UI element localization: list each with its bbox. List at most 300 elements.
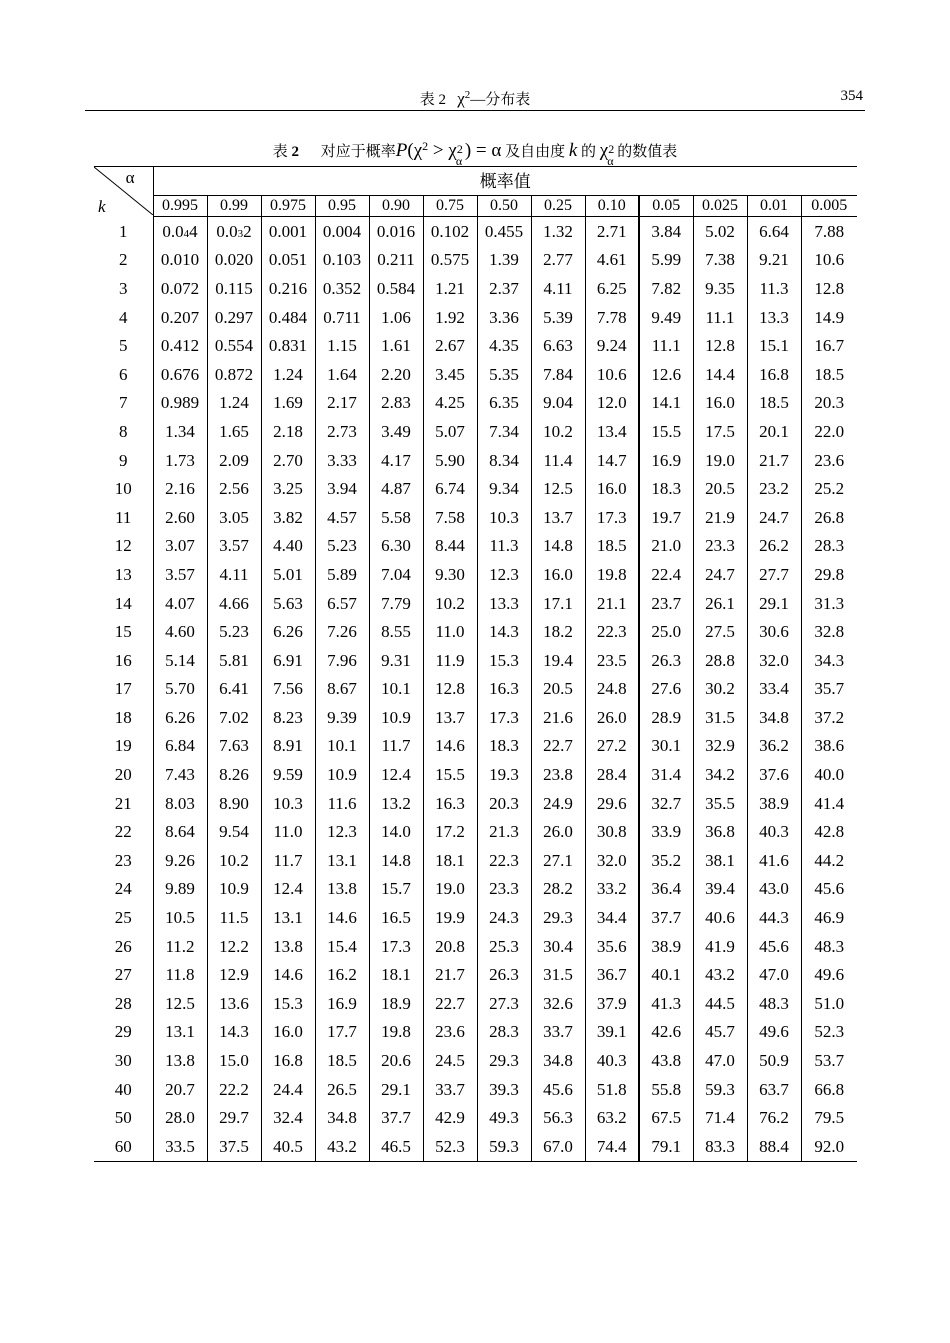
table-cell: 46.9 bbox=[801, 903, 857, 932]
table-cell: 1.24 bbox=[207, 389, 261, 418]
table-cell: 2.18 bbox=[261, 417, 315, 446]
table-cell: 10.1 bbox=[369, 675, 423, 704]
table-cell: 49.3 bbox=[477, 1103, 531, 1132]
table-cell: 37.2 bbox=[801, 703, 857, 732]
table-cell: 43.2 bbox=[315, 1132, 369, 1161]
table-cell: 7.56 bbox=[261, 675, 315, 704]
table-cell: 51.0 bbox=[801, 989, 857, 1018]
table-cell: 0.044 bbox=[153, 217, 207, 246]
table-cell: 10.1 bbox=[315, 732, 369, 761]
table-cell: 25.0 bbox=[639, 617, 693, 646]
table-row bbox=[94, 760, 857, 789]
table-cell: 0.989 bbox=[153, 389, 207, 418]
table-cell: 15.7 bbox=[369, 875, 423, 904]
table-cell: 33.2 bbox=[585, 875, 639, 904]
table-cell: 13.1 bbox=[261, 903, 315, 932]
table-cell: 24.7 bbox=[747, 503, 801, 532]
table-cell: 2.20 bbox=[369, 360, 423, 389]
degrees-of-freedom: 26 bbox=[114, 936, 132, 956]
table-cell: 4.11 bbox=[207, 560, 261, 589]
table-cell: 12.0 bbox=[585, 389, 639, 418]
table-cell: 10.2 bbox=[531, 417, 585, 446]
table-cell: 22.4 bbox=[639, 560, 693, 589]
table-cell: 13.7 bbox=[423, 703, 477, 732]
table-cell: 10.9 bbox=[315, 760, 369, 789]
table-cell: 15.3 bbox=[261, 989, 315, 1018]
degrees-of-freedom: 40 bbox=[114, 1079, 132, 1099]
table-cell: 32.4 bbox=[261, 1103, 315, 1132]
table-cell: 40.5 bbox=[261, 1132, 315, 1161]
corner-k: k bbox=[98, 196, 106, 216]
table-cell: 26.3 bbox=[477, 960, 531, 989]
header-title-suffix: —分布表 bbox=[470, 92, 531, 108]
table-cell: 13.1 bbox=[153, 1018, 207, 1047]
degrees-of-freedom: 28 bbox=[114, 993, 132, 1013]
table-cell: 0.872 bbox=[207, 360, 261, 389]
table-cell: 21.6 bbox=[531, 703, 585, 732]
table-cell: 9.26 bbox=[153, 846, 207, 875]
alpha-header-row bbox=[94, 196, 857, 217]
table-cell: 30.8 bbox=[585, 817, 639, 846]
table-cell: 5.35 bbox=[477, 360, 531, 389]
table-cell: 19.8 bbox=[585, 560, 639, 589]
table-cell: 15.4 bbox=[315, 932, 369, 961]
table-cell: 7.78 bbox=[585, 303, 639, 332]
table-cell: 10.9 bbox=[369, 703, 423, 732]
table-cell: 39.1 bbox=[585, 1018, 639, 1047]
table-row bbox=[94, 560, 857, 589]
table-cell: 0.020 bbox=[207, 246, 261, 275]
probability-header: 概率值 bbox=[153, 167, 857, 196]
degrees-of-freedom: 2 bbox=[119, 250, 128, 270]
table-cell: 8.26 bbox=[207, 760, 261, 789]
table-cell: 16.3 bbox=[477, 675, 531, 704]
caption-open: ( bbox=[407, 140, 414, 161]
table-cell: 11.4 bbox=[531, 446, 585, 475]
table-cell: 10.3 bbox=[477, 503, 531, 532]
table-cell: 45.7 bbox=[693, 1018, 747, 1047]
table-cell: 40.3 bbox=[585, 1046, 639, 1075]
table-cell: 5.23 bbox=[207, 617, 261, 646]
degrees-of-freedom: 15 bbox=[114, 622, 132, 642]
degrees-of-freedom: 20 bbox=[114, 765, 132, 785]
table-cell: 42.8 bbox=[801, 817, 857, 846]
table-cell: 52.3 bbox=[801, 1018, 857, 1047]
table-cell: 9.31 bbox=[369, 646, 423, 675]
degrees-of-freedom: 8 bbox=[119, 421, 128, 441]
table-cell: 23.6 bbox=[423, 1018, 477, 1047]
caption-close-eq: ) = bbox=[464, 140, 492, 161]
table-cell: 10.2 bbox=[207, 846, 261, 875]
table-cell: 22.0 bbox=[801, 417, 857, 446]
table-cell: 20.7 bbox=[153, 1075, 207, 1104]
table-cell: 27.3 bbox=[477, 989, 531, 1018]
caption-p: P bbox=[395, 140, 408, 161]
table-cell: 43.2 bbox=[693, 960, 747, 989]
table-cell: 20.5 bbox=[693, 474, 747, 503]
table-cell: 47.0 bbox=[747, 960, 801, 989]
table-cell: 14.6 bbox=[315, 903, 369, 932]
table-cell: 2.09 bbox=[207, 446, 261, 475]
table-cell: 11.8 bbox=[153, 960, 207, 989]
table-cell: 8.23 bbox=[261, 703, 315, 732]
degrees-of-freedom: 9 bbox=[119, 450, 128, 470]
table-cell: 16.3 bbox=[423, 789, 477, 818]
table-cell: 4.35 bbox=[477, 331, 531, 360]
table-cell: 3.33 bbox=[315, 446, 369, 475]
table-cell: 7.58 bbox=[423, 503, 477, 532]
table-cell: 7.02 bbox=[207, 703, 261, 732]
degrees-of-freedom: 27 bbox=[114, 965, 132, 985]
table-cell: 1.64 bbox=[315, 360, 369, 389]
table-cell: 4.60 bbox=[153, 617, 207, 646]
table-cell: 19.8 bbox=[369, 1018, 423, 1047]
table-row bbox=[94, 703, 857, 732]
table-cell: 13.3 bbox=[747, 303, 801, 332]
table-cell: 5.89 bbox=[315, 560, 369, 589]
caption-tag-prefix: 表 bbox=[272, 144, 288, 160]
table-cell: 11.0 bbox=[261, 817, 315, 846]
caption-sub-alpha2: α bbox=[607, 154, 614, 168]
table-cell: 37.7 bbox=[639, 903, 693, 932]
table-cell: 15.5 bbox=[639, 417, 693, 446]
table-cell: 0.102 bbox=[423, 217, 477, 246]
caption-tag bbox=[273, 144, 299, 160]
table-cell: 48.3 bbox=[747, 989, 801, 1018]
table-cell: 22.7 bbox=[423, 989, 477, 1018]
table-cell: 23.3 bbox=[477, 875, 531, 904]
table-cell: 45.6 bbox=[801, 875, 857, 904]
table-cell: 13.3 bbox=[477, 589, 531, 618]
table-row bbox=[94, 274, 857, 303]
table-cell: 32.0 bbox=[585, 846, 639, 875]
table-row bbox=[94, 474, 857, 503]
table-cell: 4.66 bbox=[207, 589, 261, 618]
table-cell: 1.65 bbox=[207, 417, 261, 446]
caption-formula bbox=[395, 139, 502, 168]
table-cell: 13.8 bbox=[153, 1046, 207, 1075]
table-cell: 14.8 bbox=[369, 846, 423, 875]
table-cell: 16.2 bbox=[315, 960, 369, 989]
table-cell: 21.3 bbox=[477, 817, 531, 846]
table-cell: 8.55 bbox=[369, 617, 423, 646]
table-cell: 0.032 bbox=[207, 217, 261, 246]
caption-text-middle: 及自由度 bbox=[505, 144, 566, 160]
table-cell: 12.5 bbox=[153, 989, 207, 1018]
table-cell: 9.39 bbox=[315, 703, 369, 732]
table-body bbox=[94, 217, 857, 1162]
degrees-of-freedom: 5 bbox=[119, 336, 128, 356]
table-cell: 13.7 bbox=[531, 503, 585, 532]
table-cell: 9.89 bbox=[153, 875, 207, 904]
table-row bbox=[94, 589, 857, 618]
table-cell: 37.9 bbox=[585, 989, 639, 1018]
table-cell: 24.4 bbox=[261, 1075, 315, 1104]
table-cell: 92.0 bbox=[801, 1132, 857, 1161]
table-cell: 6.91 bbox=[261, 646, 315, 675]
table-cell: 23.5 bbox=[585, 646, 639, 675]
table-cell: 43.8 bbox=[639, 1046, 693, 1075]
table-cell: 12.8 bbox=[423, 675, 477, 704]
table-cell: 6.25 bbox=[585, 274, 639, 303]
table-cell: 21.7 bbox=[423, 960, 477, 989]
table-cell: 63.7 bbox=[747, 1075, 801, 1104]
degrees-of-freedom: 23 bbox=[114, 850, 132, 870]
table-cell: 38.6 bbox=[801, 732, 857, 761]
table-cell: 33.9 bbox=[639, 817, 693, 846]
table-cell: 5.23 bbox=[315, 532, 369, 561]
degrees-of-freedom: 60 bbox=[94, 1132, 153, 1161]
caption-chi: χ bbox=[413, 140, 423, 161]
table-cell: 11.5 bbox=[207, 903, 261, 932]
table-cell: 13.4 bbox=[585, 417, 639, 446]
table-cell: 10.6 bbox=[801, 246, 857, 275]
table-cell: 0.016 bbox=[369, 217, 423, 246]
header-chi-symbol: χ bbox=[457, 89, 465, 108]
table-cell: 4.40 bbox=[261, 532, 315, 561]
table-cell: 32.8 bbox=[801, 617, 857, 646]
table-cell: 18.2 bbox=[531, 617, 585, 646]
alpha-header-7: 0.25 bbox=[531, 196, 585, 217]
table-cell: 2.67 bbox=[423, 331, 477, 360]
table-cell: 1.24 bbox=[261, 360, 315, 389]
table-cell: 4.57 bbox=[315, 503, 369, 532]
degrees-of-freedom: 22 bbox=[114, 822, 132, 842]
table-cell: 14.6 bbox=[423, 732, 477, 761]
table-cell: 2.83 bbox=[369, 389, 423, 418]
table-cell: 23.6 bbox=[801, 446, 857, 475]
alpha-header-8: 0.10 bbox=[585, 196, 639, 217]
degrees-of-freedom: 12 bbox=[114, 536, 132, 556]
table-cell: 2.16 bbox=[153, 474, 207, 503]
table-cell: 41.9 bbox=[693, 932, 747, 961]
table-cell: 31.5 bbox=[531, 960, 585, 989]
table-cell: 5.63 bbox=[261, 589, 315, 618]
table-cell: 6.26 bbox=[153, 703, 207, 732]
table-cell: 10.5 bbox=[153, 903, 207, 932]
table-cell: 76.2 bbox=[747, 1103, 801, 1132]
table-cell: 0.484 bbox=[261, 303, 315, 332]
table-cell: 37.6 bbox=[747, 760, 801, 789]
table-cell: 8.90 bbox=[207, 789, 261, 818]
table-cell: 2.73 bbox=[315, 417, 369, 446]
table-cell: 29.3 bbox=[531, 903, 585, 932]
table-cell: 21.1 bbox=[585, 589, 639, 618]
caption-gt: > bbox=[428, 140, 449, 161]
table-cell: 7.04 bbox=[369, 560, 423, 589]
table-cell: 33.7 bbox=[531, 1018, 585, 1047]
table-row bbox=[94, 932, 857, 961]
caption-sup1: 2 bbox=[422, 139, 429, 153]
table-cell: 39.3 bbox=[477, 1075, 531, 1104]
table-cell: 0.412 bbox=[153, 331, 207, 360]
table-cell: 15.5 bbox=[423, 760, 477, 789]
table-cell: 0.216 bbox=[261, 274, 315, 303]
table-cell: 28.4 bbox=[585, 760, 639, 789]
table-row bbox=[94, 1018, 857, 1047]
table-cell: 4.11 bbox=[531, 274, 585, 303]
table-cell: 26.5 bbox=[315, 1075, 369, 1104]
table-cell: 46.5 bbox=[369, 1132, 423, 1161]
table-cell: 0.051 bbox=[261, 246, 315, 275]
table-cell: 21.7 bbox=[747, 446, 801, 475]
table-cell: 44.5 bbox=[693, 989, 747, 1018]
table-cell: 2.71 bbox=[585, 217, 639, 246]
table-cell: 11.0 bbox=[423, 617, 477, 646]
table-row bbox=[94, 1103, 857, 1132]
alpha-header-10: 0.025 bbox=[693, 196, 747, 217]
table-cell: 8.03 bbox=[153, 789, 207, 818]
table-cell: 14.0 bbox=[369, 817, 423, 846]
table-row bbox=[94, 789, 857, 818]
table-cell: 7.38 bbox=[693, 246, 747, 275]
table-cell: 9.49 bbox=[639, 303, 693, 332]
table-cell: 43.0 bbox=[747, 875, 801, 904]
table-cell: 63.2 bbox=[585, 1103, 639, 1132]
table-cell: 27.2 bbox=[585, 732, 639, 761]
table-row bbox=[94, 446, 857, 475]
table-cell: 29.8 bbox=[801, 560, 857, 589]
table-cell: 9.35 bbox=[693, 274, 747, 303]
table-cell: 24.8 bbox=[585, 675, 639, 704]
table-cell: 0.010 bbox=[153, 246, 207, 275]
table-cell: 12.3 bbox=[477, 560, 531, 589]
table-cell: 35.5 bbox=[693, 789, 747, 818]
table-cell: 8.34 bbox=[477, 446, 531, 475]
table-cell: 4.25 bbox=[423, 389, 477, 418]
table-cell: 18.3 bbox=[477, 732, 531, 761]
table-cell: 18.1 bbox=[369, 960, 423, 989]
table-cell: 5.02 bbox=[693, 217, 747, 246]
table-row bbox=[94, 646, 857, 675]
table-cell: 13.8 bbox=[261, 932, 315, 961]
table-cell: 5.01 bbox=[261, 560, 315, 589]
table-cell: 13.6 bbox=[207, 989, 261, 1018]
table-cell: 45.6 bbox=[747, 932, 801, 961]
degrees-of-freedom: 4 bbox=[119, 307, 128, 327]
table-row bbox=[94, 503, 857, 532]
table-cell: 3.36 bbox=[477, 303, 531, 332]
table-cell: 17.2 bbox=[423, 817, 477, 846]
table-cell: 14.4 bbox=[693, 360, 747, 389]
table-cell: 7.63 bbox=[207, 732, 261, 761]
table-cell: 5.81 bbox=[207, 646, 261, 675]
table-cell: 35.7 bbox=[801, 675, 857, 704]
table-cell: 8.44 bbox=[423, 532, 477, 561]
degrees-of-freedom: 25 bbox=[114, 908, 132, 928]
table-cell: 33.5 bbox=[153, 1132, 207, 1161]
table-cell: 40.1 bbox=[639, 960, 693, 989]
header-title-prefix: 表 2 bbox=[419, 92, 446, 108]
table-cell: 20.3 bbox=[477, 789, 531, 818]
table-cell: 0.207 bbox=[153, 303, 207, 332]
table-cell: 36.4 bbox=[639, 875, 693, 904]
table-cell: 67.5 bbox=[639, 1103, 693, 1132]
table-cell: 22.3 bbox=[585, 617, 639, 646]
table-cell: 74.4 bbox=[585, 1132, 639, 1161]
table-cell: 14.7 bbox=[585, 446, 639, 475]
table-cell: 16.9 bbox=[639, 446, 693, 475]
table-cell: 12.6 bbox=[639, 360, 693, 389]
table-cell: 34.3 bbox=[801, 646, 857, 675]
table-cell: 37.5 bbox=[207, 1132, 261, 1161]
table-cell: 40.0 bbox=[801, 760, 857, 789]
table-cell: 16.0 bbox=[585, 474, 639, 503]
table-cell: 12.9 bbox=[207, 960, 261, 989]
table-cell: 11.1 bbox=[639, 331, 693, 360]
table-cell: 36.2 bbox=[747, 732, 801, 761]
degrees-of-freedom: 13 bbox=[114, 564, 132, 584]
table-cell: 5.99 bbox=[639, 246, 693, 275]
table-cell: 3.82 bbox=[261, 503, 315, 532]
caption-sub-alpha: α bbox=[455, 154, 463, 168]
table-cell: 6.84 bbox=[153, 732, 207, 761]
table-cell: 18.5 bbox=[747, 389, 801, 418]
table-cell: 0.554 bbox=[207, 331, 261, 360]
table-cell: 9.54 bbox=[207, 817, 261, 846]
table-cell: 22.3 bbox=[477, 846, 531, 875]
corner-alpha: α bbox=[125, 168, 135, 187]
table-cell: 18.9 bbox=[369, 989, 423, 1018]
degrees-of-freedom: 14 bbox=[114, 593, 132, 613]
table-cell: 45.6 bbox=[531, 1075, 585, 1104]
table-cell: 1.39 bbox=[477, 246, 531, 275]
table-cell: 16.0 bbox=[693, 389, 747, 418]
table-cell: 12.3 bbox=[315, 817, 369, 846]
table-cell: 17.3 bbox=[369, 932, 423, 961]
table-cell: 28.3 bbox=[477, 1018, 531, 1047]
table-cell: 16.5 bbox=[369, 903, 423, 932]
table-row bbox=[94, 675, 857, 704]
alpha-header-0: 0.995 bbox=[153, 196, 207, 217]
table-row bbox=[94, 875, 857, 904]
table-cell: 20.1 bbox=[747, 417, 801, 446]
table-cell: 16.0 bbox=[261, 1018, 315, 1047]
table-cell: 27.7 bbox=[747, 560, 801, 589]
table-row bbox=[94, 817, 857, 846]
table-cell: 34.8 bbox=[315, 1103, 369, 1132]
table-row bbox=[94, 989, 857, 1018]
table-cell: 9.21 bbox=[747, 246, 801, 275]
caption-tag-number: 2 bbox=[291, 144, 300, 160]
table-row bbox=[94, 389, 857, 418]
table-cell: 7.79 bbox=[369, 589, 423, 618]
table-cell: 32.9 bbox=[693, 732, 747, 761]
table-cell: 53.7 bbox=[801, 1046, 857, 1075]
table-cell: 3.05 bbox=[207, 503, 261, 532]
table-cell: 19.0 bbox=[693, 446, 747, 475]
table-cell: 11.2 bbox=[153, 932, 207, 961]
table-corner bbox=[94, 167, 153, 217]
caption-formula-2 bbox=[599, 140, 617, 168]
table-cell: 26.0 bbox=[585, 703, 639, 732]
table-cell: 40.3 bbox=[747, 817, 801, 846]
table-cell: 79.5 bbox=[801, 1103, 857, 1132]
table-cell: 19.0 bbox=[423, 875, 477, 904]
table-caption bbox=[0, 139, 950, 168]
table-cell: 32.0 bbox=[747, 646, 801, 675]
table-row bbox=[94, 246, 857, 275]
alpha-header-5: 0.75 bbox=[423, 196, 477, 217]
table-cell: 14.8 bbox=[531, 532, 585, 561]
table-cell: 0.297 bbox=[207, 303, 261, 332]
table-cell: 36.7 bbox=[585, 960, 639, 989]
table-cell: 38.9 bbox=[747, 789, 801, 818]
table-cell: 24.3 bbox=[477, 903, 531, 932]
table-cell: 31.5 bbox=[693, 703, 747, 732]
table-cell: 44.2 bbox=[801, 846, 857, 875]
degrees-of-freedom: 11 bbox=[115, 507, 132, 527]
